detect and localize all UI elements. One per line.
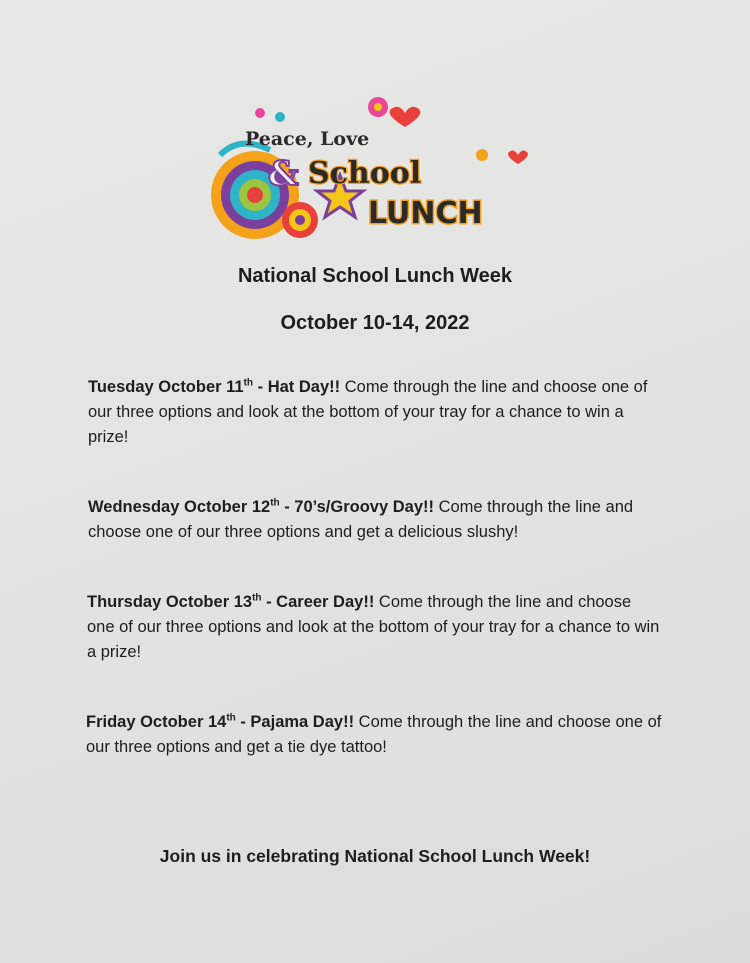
event-description: Come through the line and choose one of our three options and get a delicious slushy! <box>88 498 634 541</box>
event-wednesday: Wednesday October 12th - 70’s/Groovy Day!! Come through the line and choose one of our three options and get a delicious slushy! <box>88 497 634 541</box>
page-title: National School Lunch Week <box>237 265 513 287</box>
event-day: Tuesday October 11 <box>88 378 244 396</box>
event-description: Come through the line and choose one of our three options and get a tie dye tattoo! <box>86 713 662 756</box>
event-friday: Friday October 14th - Pajama Day!! Come through the line and choose one of our three options and get a tie dye tattoo! <box>86 712 662 756</box>
event-theme: - 70’s/Groovy Day!! <box>279 498 434 516</box>
event-dates: October 10-14, 2022 <box>280 312 470 334</box>
event-tuesday: Tuesday October 11th - Hat Day!! Come through the line and choose one of our three options and look at the bottom of your tray for a chance to win a prize! <box>88 377 648 446</box>
event-theme: - Career Day!! <box>261 593 375 611</box>
school-lunch-logo <box>200 95 540 245</box>
logo-line1: Peace, Love <box>245 128 370 150</box>
event-theme: - Pajama Day!! <box>235 713 355 731</box>
event-description: Come through the line and choose one of our three options and look at the bottom of your tray for a chance to win a prize! <box>88 378 648 446</box>
swirl-decoration <box>211 144 318 239</box>
event-day: Friday October 14 <box>86 713 227 731</box>
event-description: Come through the line and choose one of our three options and look at the bottom of your tray for a chance to win a prize! <box>87 593 660 661</box>
event-day: Wednesday October 12 <box>88 498 271 516</box>
logo-line3: LUNCH <box>368 196 483 231</box>
event-day: Thursday October 13 <box>87 593 253 611</box>
event-thursday: Thursday October 13th - Career Day!! Come through the line and choose one of our three options and look at the bottom of your tray for a chance to win a prize! <box>87 592 660 661</box>
logo-ampersand: & <box>268 154 299 194</box>
closing-message: Join us in celebrating National School Lunch Week! <box>159 846 591 866</box>
event-theme: - Hat Day!! <box>253 378 341 396</box>
logo-line2: School <box>308 156 422 191</box>
